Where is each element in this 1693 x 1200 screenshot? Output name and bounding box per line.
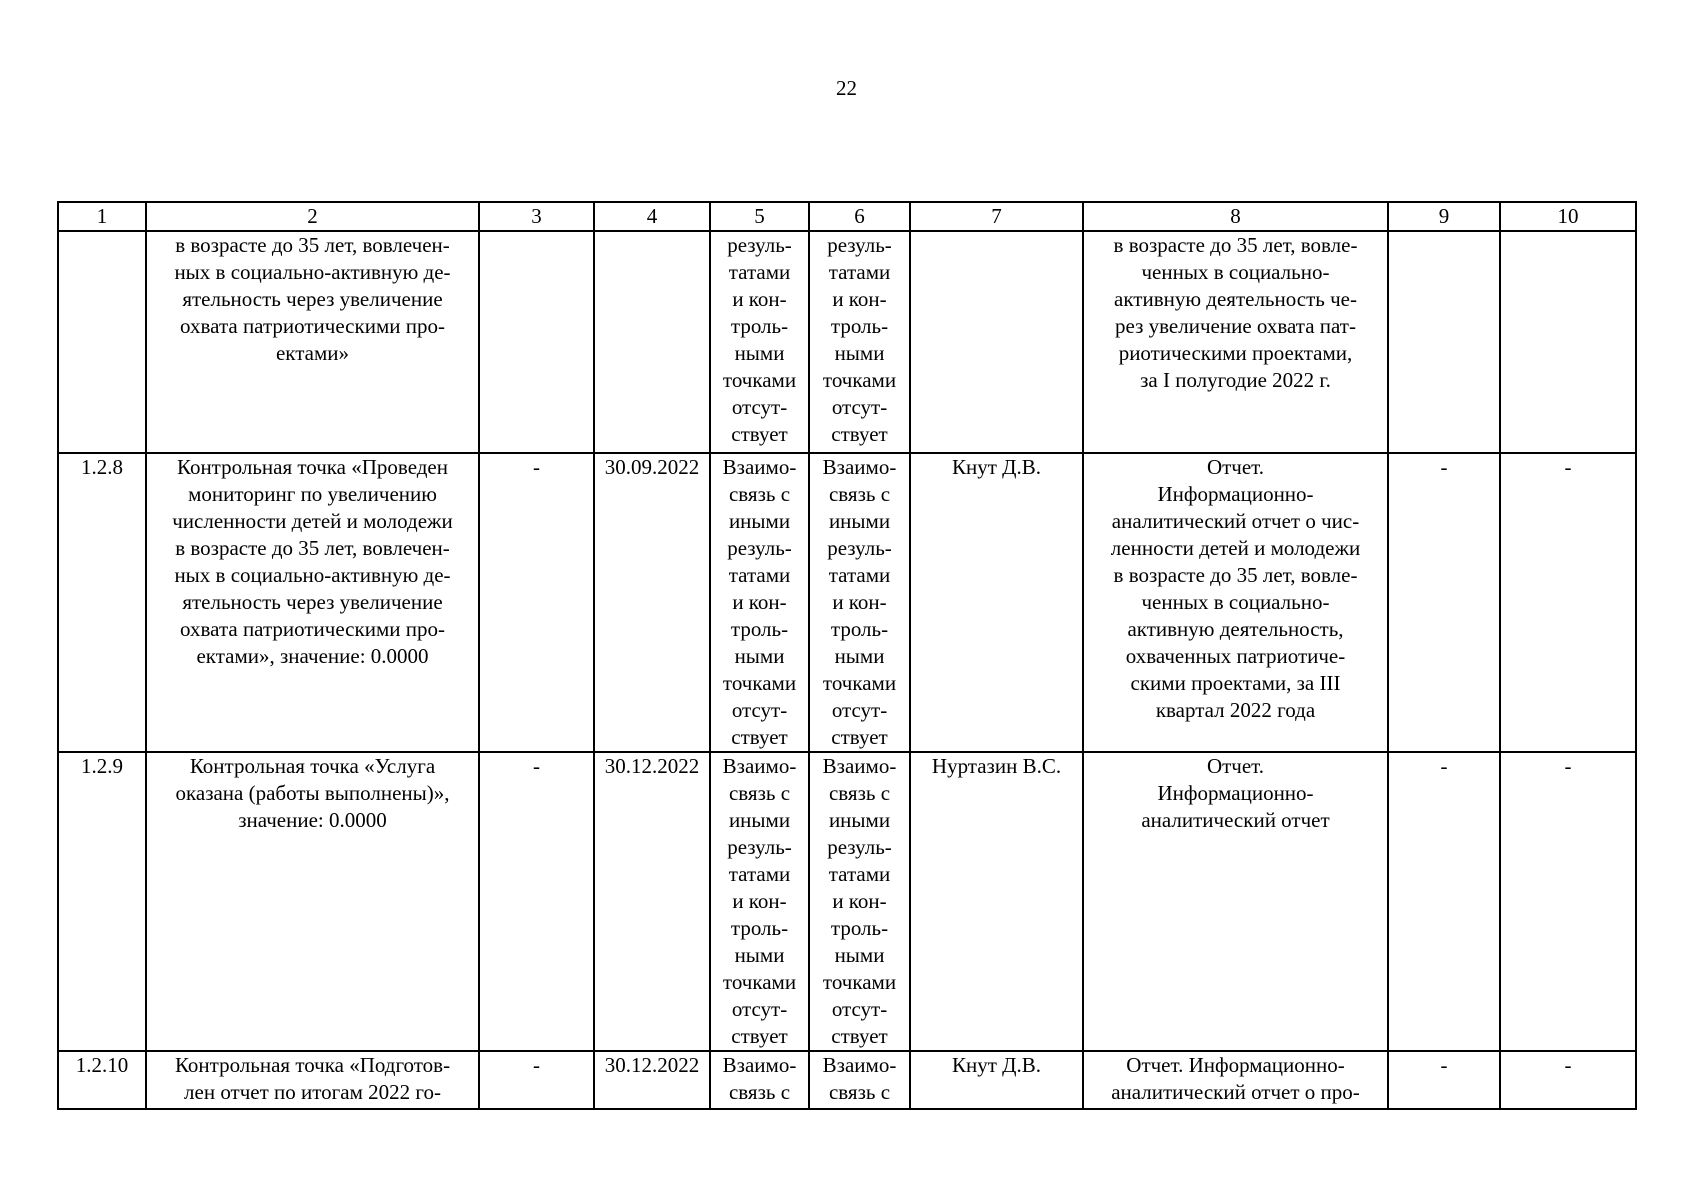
cell-end-date: 30.12.2022 [594,752,710,1051]
column-header-8: 8 [1083,202,1388,231]
cell-document: Отчет. Информационно- аналитический отчет о про- [1083,1051,1388,1109]
cell-col10: - [1500,752,1636,1051]
cell-name: Контрольная точка «Проведен мониторинг по увеличению численности детей и молодежи в возрасте до 35 лет, вовлечен- ных в социально-активную де- ятельность через увеличение охвата патриотическими про- ектами», значение: 0.0000 [146,453,479,752]
column-header-9: 9 [1388,202,1500,231]
cell-responsible: Кнут Д.В. [910,453,1083,752]
cell-start-date [479,231,594,453]
column-header-2: 2 [146,202,479,231]
cell-end-date [594,231,710,453]
column-header-1: 1 [58,202,146,231]
cell-col9: - [1388,752,1500,1051]
cell-start-date: - [479,453,594,752]
cell-successor: Взаимо- связь с иными резуль- татами и кон- троль- ными точками отсут- ствует [809,453,910,752]
cell-col9: - [1388,1051,1500,1109]
cell-document: в возрасте до 35 лет, вовле- ченных в социально- активную деятельность че- рез увеличение охвата пат- риотическими проектами, за I полугодие 2022 г. [1083,231,1388,453]
cell-name: в возрасте до 35 лет, вовлечен- ных в социально-активную де- ятельность через увеличение охвата патриотическими про- ектами» [146,231,479,453]
cell-col9 [1388,231,1500,453]
table-row [58,231,1636,453]
column-header-10: 10 [1500,202,1636,231]
cell-predecessor: Взаимо- связь с [710,1051,809,1109]
cell-end-date: 30.09.2022 [594,453,710,752]
table-row [58,1051,1636,1109]
cell-col10: - [1500,1051,1636,1109]
table-row [58,752,1636,1051]
cell-document: Отчет. Информационно- аналитический отчет [1083,752,1388,1051]
page-number: 22 [836,76,857,100]
column-header-5: 5 [710,202,809,231]
column-header-3: 3 [479,202,594,231]
cell-number: 1.2.9 [58,752,146,1051]
cell-number: 1.2.8 [58,453,146,752]
cell-col10 [1500,231,1636,453]
cell-predecessor: резуль- татами и кон- троль- ными точками отсут- ствует [710,231,809,453]
cell-col10: - [1500,453,1636,752]
cell-end-date: 30.12.2022 [594,1051,710,1109]
cell-name: Контрольная точка «Подготов- лен отчет по итогам 2022 го- [146,1051,479,1109]
cell-start-date: - [479,752,594,1051]
cell-predecessor: Взаимо- связь с иными резуль- татами и кон- троль- ными точками отсут- ствует [710,453,809,752]
header-row [58,202,1636,231]
cell-responsible: Кнут Д.В. [910,1051,1083,1109]
table-row [58,453,1636,752]
cell-number [58,231,146,453]
cell-successor: резуль- татами и кон- троль- ными точками отсут- ствует [809,231,910,453]
column-header-6: 6 [809,202,910,231]
column-header-4: 4 [594,202,710,231]
cell-successor: Взаимо- связь с иными резуль- татами и кон- троль- ными точками отсут- ствует [809,752,910,1051]
plan-table [57,201,1637,1110]
cell-document: Отчет. Информационно- аналитический отчет о чис- ленности детей и молодежи в возрасте до 35 лет, вовле- ченных в социально- активную деятельность, охваченных патриотиче- скими проектами, за III квартал 2022 года [1083,453,1388,752]
column-header-7: 7 [910,202,1083,231]
cell-start-date: - [479,1051,594,1109]
cell-col9: - [1388,453,1500,752]
cell-responsible: Нуртазин В.С. [910,752,1083,1051]
cell-successor: Взаимо- связь с [809,1051,910,1109]
cell-responsible [910,231,1083,453]
cell-predecessor: Взаимо- связь с иными резуль- татами и кон- троль- ными точками отсут- ствует [710,752,809,1051]
cell-name: Контрольная точка «Услуга оказана (работы выполнены)», значение: 0.0000 [146,752,479,1051]
cell-number: 1.2.10 [58,1051,146,1109]
